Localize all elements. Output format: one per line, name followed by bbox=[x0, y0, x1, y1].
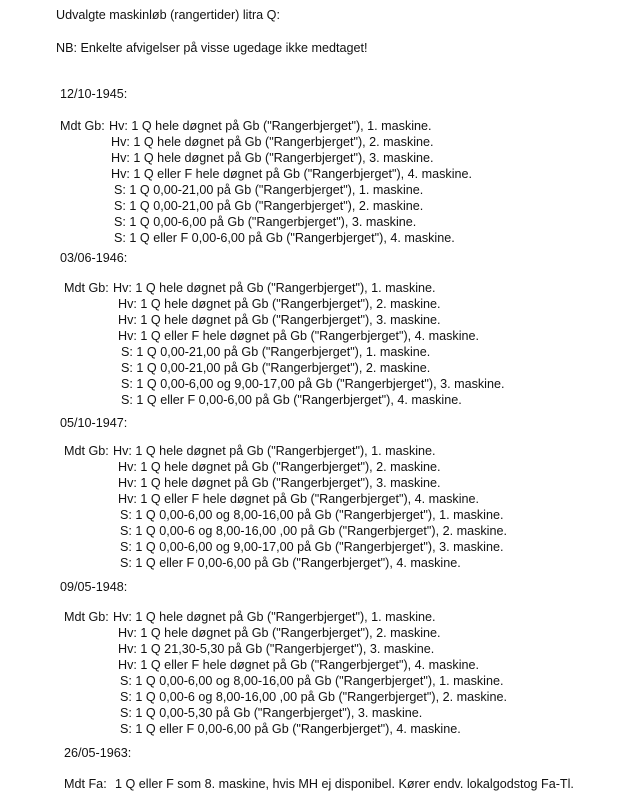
schedule-line: Hv: 1 Q hele døgnet på Gb ("Rangerbjerget"), 3. maskine. bbox=[118, 313, 441, 327]
section-prefix: Mdt Fa: bbox=[64, 777, 107, 791]
schedule-line: Hv: 1 Q hele døgnet på Gb ("Rangerbjerget"), 1. maskine. bbox=[113, 444, 436, 458]
schedule-line: Hv: 1 Q hele døgnet på Gb ("Rangerbjerget"), 2. maskine. bbox=[111, 135, 434, 149]
schedule-line: Hv: 1 Q hele døgnet på Gb ("Rangerbjerget"), 1. maskine. bbox=[113, 281, 436, 295]
section-prefix: Mdt Gb: bbox=[60, 119, 105, 133]
section-date: 12/10-1945: bbox=[60, 87, 128, 101]
section-prefix: Mdt Gb: bbox=[64, 610, 109, 624]
schedule-line: Hv: 1 Q hele døgnet på Gb ("Rangerbjerget"), 3. maskine. bbox=[118, 476, 441, 490]
section-prefix: Mdt Gb: bbox=[64, 444, 109, 458]
schedule-line: S: 1 Q 0,00-5,30 på Gb ("Rangerbjerget"), 3. maskine. bbox=[120, 706, 423, 720]
schedule-line: S: 1 Q eller F 0,00-6,00 på Gb ("Rangerbjerget"), 4. maskine. bbox=[114, 231, 455, 245]
schedule-line: Hv: 1 Q eller F hele døgnet på Gb ("Rangerbjerget"), 4. maskine. bbox=[118, 329, 480, 343]
schedule-line: Hv: 1 Q eller F hele døgnet på Gb ("Rangerbjerget"), 4. maskine. bbox=[111, 167, 473, 181]
schedule-line: S: 1 Q 0,00-21,00 på Gb ("Rangerbjerget"), 2. maskine. bbox=[121, 361, 431, 375]
schedule-line: Hv: 1 Q hele døgnet på Gb ("Rangerbjerget"), 3. maskine. bbox=[111, 151, 434, 165]
section-date: 26/05-1963: bbox=[64, 746, 132, 760]
schedule-line: Hv: 1 Q hele døgnet på Gb ("Rangerbjerget"), 2. maskine. bbox=[118, 626, 441, 640]
schedule-line: Hv: 1 Q 21,30-5,30 på Gb ("Rangerbjerget"), 3. maskine. bbox=[118, 642, 435, 656]
schedule-line: S: 1 Q 0,00-6,00 på Gb ("Rangerbjerget"), 3. maskine. bbox=[114, 215, 417, 229]
schedule-line: S: 1 Q 0,00-6,00 og 9,00-17,00 på Gb ("Rangerbjerget"), 3. maskine. bbox=[120, 540, 504, 554]
schedule-line: Hv: 1 Q hele døgnet på Gb ("Rangerbjerget"), 2. maskine. bbox=[118, 297, 441, 311]
schedule-line: S: 1 Q 0,00-6,00 og 8,00-16,00 på Gb ("Rangerbjerget"), 1. maskine. bbox=[120, 674, 504, 688]
schedule-line: Hv: 1 Q eller F hele døgnet på Gb ("Rangerbjerget"), 4. maskine. bbox=[118, 658, 480, 672]
schedule-line: S: 1 Q 0,00-6,00 og 9,00-17,00 på Gb ("Rangerbjerget"), 3. maskine. bbox=[121, 377, 505, 391]
schedule-line: Hv: 1 Q hele døgnet på Gb ("Rangerbjerget"), 1. maskine. bbox=[113, 610, 436, 624]
schedule-line: S: 1 Q eller F 0,00-6,00 på Gb ("Rangerbjerget"), 4. maskine. bbox=[120, 556, 461, 570]
schedule-line: Hv: 1 Q hele døgnet på Gb ("Rangerbjerget"), 1. maskine. bbox=[109, 119, 432, 133]
schedule-line: 1 Q eller F som 8. maskine, hvis MH ej disponibel. Kører endv. lokalgodstog Fa-Tl. bbox=[115, 777, 574, 791]
section-prefix: Mdt Gb: bbox=[64, 281, 109, 295]
section-date: 09/05-1948: bbox=[60, 580, 128, 594]
section-date: 03/06-1946: bbox=[60, 251, 128, 265]
schedule-line: Hv: 1 Q eller F hele døgnet på Gb ("Rangerbjerget"), 4. maskine. bbox=[118, 492, 480, 506]
schedule-line: S: 1 Q 0,00-6 og 8,00-16,00 ,00 på Gb ("Rangerbjerget"), 2. maskine. bbox=[120, 524, 507, 538]
schedule-line: S: 1 Q 0,00-21,00 på Gb ("Rangerbjerget"), 1. maskine. bbox=[121, 345, 431, 359]
schedule-line: S: 1 Q 0,00-6,00 og 8,00-16,00 på Gb ("Rangerbjerget"), 1. maskine. bbox=[120, 508, 504, 522]
schedule-line: S: 1 Q 0,00-21,00 på Gb ("Rangerbjerget"), 1. maskine. bbox=[114, 183, 424, 197]
schedule-line: S: 1 Q 0,00-6 og 8,00-16,00 ,00 på Gb ("Rangerbjerget"), 2. maskine. bbox=[120, 690, 507, 704]
schedule-line: S: 1 Q eller F 0,00-6,00 på Gb ("Rangerbjerget"), 4. maskine. bbox=[120, 722, 461, 736]
schedule-line: Hv: 1 Q hele døgnet på Gb ("Rangerbjerget"), 2. maskine. bbox=[118, 460, 441, 474]
section-date: 05/10-1947: bbox=[60, 416, 128, 430]
document-title: Udvalgte maskinløb (rangertider) litra Q: bbox=[56, 8, 280, 22]
schedule-line: S: 1 Q eller F 0,00-6,00 på Gb ("Rangerbjerget"), 4. maskine. bbox=[121, 393, 462, 407]
document-note: NB: Enkelte afvigelser på visse ugedage ikke medtaget! bbox=[56, 41, 368, 55]
schedule-line: S: 1 Q 0,00-21,00 på Gb ("Rangerbjerget"), 2. maskine. bbox=[114, 199, 424, 213]
